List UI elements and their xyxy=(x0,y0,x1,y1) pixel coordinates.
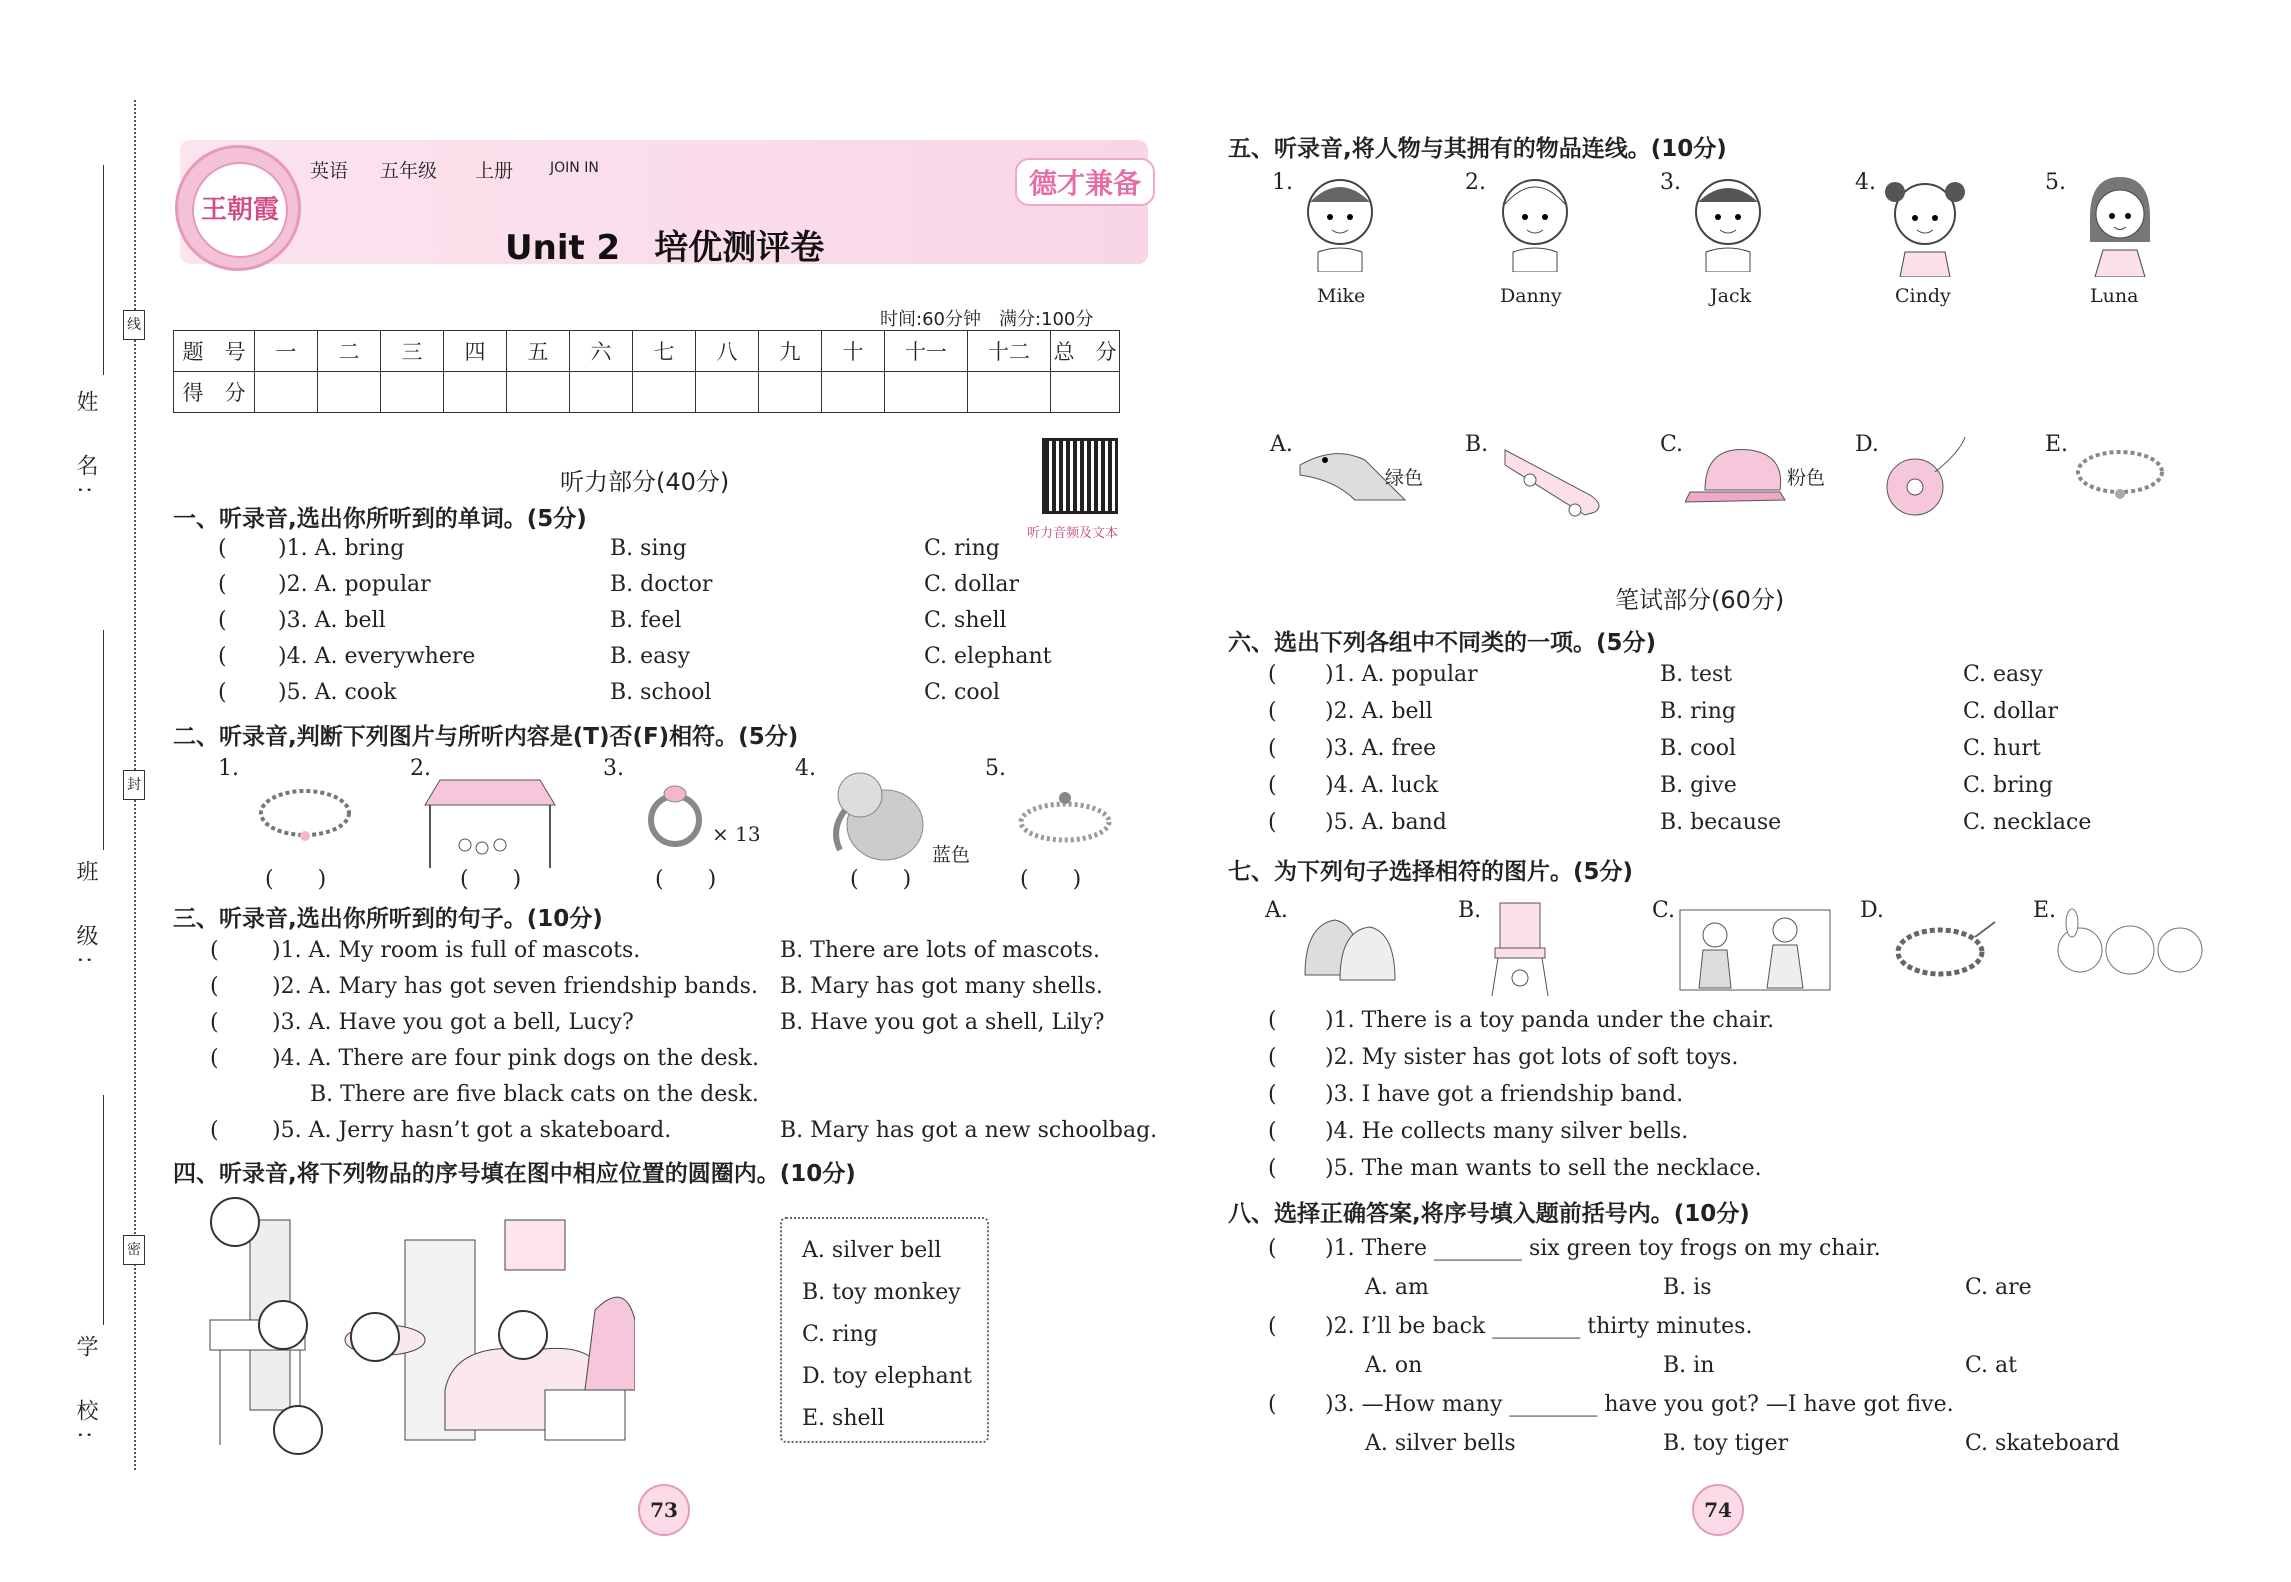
option-b: B. give xyxy=(1660,773,1737,798)
section6-title: 六、选出下列各组中不同类的一项。(5分) xyxy=(1228,630,1657,656)
answer-paren[interactable]: ( xyxy=(1268,1236,1277,1261)
answer-paren[interactable]: ( xyxy=(1268,1082,1277,1107)
name-label: 姓 名: xyxy=(73,390,98,504)
listening-title: 听力部分(40分) xyxy=(560,468,730,496)
boy-face-icon xyxy=(1300,172,1380,272)
answer-paren[interactable]: ( xyxy=(210,938,219,963)
tf-answer-box[interactable]: ( ) xyxy=(1020,867,1082,892)
option-b: B. feel xyxy=(610,608,682,633)
seal-label: 封 xyxy=(123,770,145,800)
answer-paren[interactable]: ( xyxy=(218,680,227,705)
answer-paren[interactable]: ( xyxy=(1268,699,1277,724)
option-c: C. cool xyxy=(924,680,1000,705)
answer-paren[interactable]: ( xyxy=(218,644,227,669)
chair-icon xyxy=(1480,898,1560,998)
class-underline xyxy=(103,630,104,850)
bracelet-icon xyxy=(255,778,355,848)
logo-text: 王朝霞 xyxy=(192,162,288,258)
list-item: )2. My sister has got lots of soft toys. xyxy=(1325,1045,1739,1070)
edition: JOIN IN xyxy=(550,160,599,176)
tf-answer-box[interactable]: ( ) xyxy=(265,867,327,892)
list-item: C. ring xyxy=(802,1322,878,1347)
picture-letter: B. xyxy=(1458,898,1482,923)
picture-number: 3. xyxy=(603,756,624,781)
option-b: B. in xyxy=(1663,1353,1715,1378)
subject: 英语 xyxy=(310,160,349,182)
option-b: B. There are five black cats on the desk. xyxy=(310,1082,759,1107)
list-item: )3. A. bell xyxy=(278,608,386,633)
list-item: )2. A. Mary has got seven friendship bands. xyxy=(272,974,758,999)
answer-paren[interactable]: ( xyxy=(218,572,227,597)
soft-toys-icon xyxy=(2050,905,2210,995)
picture-number: 5. xyxy=(985,756,1006,781)
list-item: B. toy monkey xyxy=(802,1280,961,1305)
picture-number: 1. xyxy=(218,756,239,781)
answer-circle[interactable] xyxy=(210,1197,260,1247)
class-label: 班 级: xyxy=(73,860,98,974)
name-underline xyxy=(103,165,104,375)
answer-circle[interactable] xyxy=(258,1300,308,1350)
brand-logo xyxy=(175,145,301,271)
option-b: B. ring xyxy=(1660,699,1736,724)
answer-paren[interactable]: ( xyxy=(1268,1119,1277,1144)
option-b: B. Mary has got a new schoolbag. xyxy=(780,1118,1158,1143)
picture-letter: C. xyxy=(1652,898,1676,923)
option-b: B. sing xyxy=(610,536,687,561)
section1-title: 一、听录音,选出你所听到的单词。(5分) xyxy=(173,506,587,532)
score-input[interactable] xyxy=(822,372,885,413)
school-underline xyxy=(103,1095,104,1325)
answer-paren[interactable]: ( xyxy=(1268,810,1277,835)
bracelet-icon xyxy=(2070,440,2170,510)
answer-circle[interactable] xyxy=(498,1310,548,1360)
person-name: Danny xyxy=(1500,285,1562,307)
section5-title: 五、听录音,将人物与其拥有的物品连线。(10分) xyxy=(1228,136,1727,162)
person-name: Jack xyxy=(1710,285,1752,307)
girl-face-icon xyxy=(2075,172,2165,277)
picture-letter: E. xyxy=(2033,898,2057,923)
person-name: Cindy xyxy=(1895,285,1951,307)
answer-circle[interactable] xyxy=(273,1405,323,1455)
list-item: )5. The man wants to sell the necklace. xyxy=(1325,1156,1762,1181)
school-label: 学 校: xyxy=(73,1335,98,1449)
volume: 上册 xyxy=(475,160,514,182)
picture-number: 2. xyxy=(410,756,431,781)
score-table xyxy=(173,330,1120,413)
section8-title: 八、选择正确答案,将序号填入题前括号内。(10分) xyxy=(1228,1201,1750,1227)
option-c: C. dollar xyxy=(924,572,1020,597)
answer-paren[interactable]: ( xyxy=(1268,1008,1277,1033)
list-item: )5. A. Jerry hasn’t got a skateboard. xyxy=(272,1118,672,1143)
option-a: A. silver bells xyxy=(1365,1431,1516,1456)
table-cell: 六 xyxy=(570,331,633,372)
answer-paren[interactable]: ( xyxy=(210,1118,219,1143)
list-item: A. silver bell xyxy=(802,1238,942,1263)
list-item: )2. A. popular xyxy=(278,572,431,597)
score-input[interactable] xyxy=(633,372,696,413)
time-info: 时间:60分钟 满分:100分 xyxy=(880,309,1094,330)
option-b: B. Mary has got many shells. xyxy=(780,974,1103,999)
grade: 五年级 xyxy=(380,160,438,182)
score-input[interactable] xyxy=(255,372,318,413)
table-cell: 一 xyxy=(255,331,318,372)
option-b: B. school xyxy=(610,680,712,705)
person-number: 5. xyxy=(2045,170,2066,195)
secret-label: 密 xyxy=(123,1235,145,1265)
option-c: C. hurt xyxy=(1963,736,2041,761)
color-green-label: 绿色 xyxy=(1385,467,1424,489)
bracelet-icon xyxy=(1890,912,2000,982)
section7-title: 七、为下列句子选择相符的图片。(5分) xyxy=(1228,859,1634,885)
list-item: )2. A. bell xyxy=(1325,699,1433,724)
color-pink-label: 粉色 xyxy=(1787,467,1826,489)
list-item: )2. I’ll be back ________ thirty minutes. xyxy=(1325,1314,1753,1339)
picture-number: 4. xyxy=(795,756,816,781)
person-name: Mike xyxy=(1317,285,1366,307)
answer-paren[interactable]: ( xyxy=(1268,1045,1277,1070)
object-letter: B. xyxy=(1465,432,1489,457)
answer-paren[interactable]: ( xyxy=(1268,662,1277,687)
answer-paren[interactable]: ( xyxy=(1268,1156,1277,1181)
option-b: B. There are lots of mascots. xyxy=(780,938,1100,963)
cap-icon xyxy=(1685,440,1795,510)
score-input[interactable] xyxy=(968,372,1051,413)
option-a: A. on xyxy=(1365,1353,1423,1378)
option-b: B. cool xyxy=(1660,736,1737,761)
section4-title: 四、听录音,将下列物品的序号填在图中相应位置的圆圈内。(10分) xyxy=(173,1161,856,1187)
answer-paren[interactable]: ( xyxy=(1268,1392,1277,1417)
table-cell: 总 分 xyxy=(1051,331,1120,372)
person-number: 4. xyxy=(1855,170,1876,195)
option-b: B. because xyxy=(1660,810,1782,835)
option-c: C. at xyxy=(1965,1353,2017,1378)
score-input[interactable] xyxy=(570,372,633,413)
ring-count: × 13 xyxy=(712,822,761,846)
boy-face-icon xyxy=(1688,172,1768,272)
tf-answer-box[interactable]: ( ) xyxy=(460,867,522,892)
score-input[interactable] xyxy=(759,372,822,413)
object-letter: E. xyxy=(2045,432,2069,457)
desk-icon xyxy=(420,770,560,870)
answer-paren[interactable]: ( xyxy=(210,1046,219,1071)
option-a: A. am xyxy=(1365,1275,1429,1300)
line-label: 线 xyxy=(123,310,145,340)
list-item: )5. A. band xyxy=(1325,810,1447,835)
score-input[interactable] xyxy=(381,372,444,413)
list-item: )1. There is a toy panda under the chair. xyxy=(1325,1008,1775,1033)
person-name: Luna xyxy=(2090,285,2139,307)
answer-paren[interactable]: ( xyxy=(210,974,219,999)
list-item: E. shell xyxy=(802,1406,885,1431)
page-title: Unit 2 培优测评卷 xyxy=(505,228,825,268)
picture-letter: A. xyxy=(1265,898,1288,923)
answer-paren[interactable]: ( xyxy=(218,608,227,633)
object-letter: A. xyxy=(1270,432,1293,457)
skateboard-icon xyxy=(1500,440,1610,520)
person-number: 2. xyxy=(1465,170,1486,195)
necklace-icon xyxy=(1015,780,1115,850)
table-cell: 五 xyxy=(507,331,570,372)
page-number-right: 74 xyxy=(1692,1484,1744,1536)
list-item: )4. He collects many silver bells. xyxy=(1325,1119,1689,1144)
girl-face-icon xyxy=(1880,172,1970,277)
option-c: C. necklace xyxy=(1963,810,2092,835)
list-item: )4. A. There are four pink dogs on the desk. xyxy=(272,1046,759,1071)
option-b: B. Have you got a shell, Lily? xyxy=(780,1010,1105,1035)
list-item: )3. A. Have you got a bell, Lucy? xyxy=(272,1010,634,1035)
elephant-icon xyxy=(825,760,935,870)
score-input[interactable] xyxy=(885,372,968,413)
bells-icon xyxy=(1290,905,1400,990)
qr-caption: 听力音频及文本 xyxy=(1027,526,1119,541)
table-cell: 七 xyxy=(633,331,696,372)
table-cell: 二 xyxy=(318,331,381,372)
boy-face-icon xyxy=(1495,172,1575,272)
badge: 德才兼备 xyxy=(1015,158,1155,206)
shop-scene-icon xyxy=(1675,890,1835,995)
list-item: )3. —How many ________ have you got? —I have got five. xyxy=(1325,1392,1954,1417)
object-letter: C. xyxy=(1660,432,1684,457)
score-input[interactable] xyxy=(507,372,570,413)
writing-title: 笔试部分(60分) xyxy=(1615,586,1785,614)
score-input[interactable] xyxy=(1051,372,1120,413)
list-item: )3. A. free xyxy=(1325,736,1437,761)
list-item: D. toy elephant xyxy=(802,1364,972,1389)
table-cell: 九 xyxy=(759,331,822,372)
score-input[interactable] xyxy=(696,372,759,413)
answer-paren[interactable]: ( xyxy=(1268,736,1277,761)
list-item: )3. I have got a friendship band. xyxy=(1325,1082,1684,1107)
option-c: C. ring xyxy=(924,536,1000,561)
list-item: )1. A. bring xyxy=(278,536,405,561)
score-value-row xyxy=(174,372,1120,413)
option-c: C. easy xyxy=(1963,662,2043,687)
person-number: 1. xyxy=(1272,170,1293,195)
score-header-row xyxy=(174,331,1120,372)
list-item: )4. A. everywhere xyxy=(278,644,476,669)
page-number-left: 73 xyxy=(638,1484,690,1536)
option-c: C. dollar xyxy=(1963,699,2059,724)
option-b: B. test xyxy=(1660,662,1733,687)
color-blue-label: 蓝色 xyxy=(932,844,971,866)
list-item: )1. A. My room is full of mascots. xyxy=(272,938,641,963)
qr-code-icon[interactable] xyxy=(1042,438,1118,514)
list-item: )5. A. cook xyxy=(278,680,397,705)
table-cell: 十二 xyxy=(968,331,1051,372)
table-cell: 题 号 xyxy=(174,331,255,372)
answer-paren[interactable]: ( xyxy=(210,1010,219,1035)
yoyo-icon xyxy=(1880,432,1980,522)
table-cell: 得 分 xyxy=(174,372,255,413)
answer-paren[interactable]: ( xyxy=(1268,1314,1277,1339)
option-c: C. elephant xyxy=(924,644,1052,669)
option-c: C. shell xyxy=(924,608,1007,633)
option-b: B. is xyxy=(1663,1275,1712,1300)
option-c: C. are xyxy=(1965,1275,2032,1300)
option-c: C. skateboard xyxy=(1965,1431,2120,1456)
list-item: )1. There ________ six green toy frogs on my chair. xyxy=(1325,1236,1881,1261)
option-c: C. bring xyxy=(1963,773,2053,798)
section2-title: 二、听录音,判断下列图片与所听内容是(T)否(F)相符。(5分) xyxy=(173,724,799,750)
list-item: )1. A. popular xyxy=(1325,662,1478,687)
picture-letter: D. xyxy=(1860,898,1884,923)
answer-paren[interactable]: ( xyxy=(1268,773,1277,798)
table-cell: 八 xyxy=(696,331,759,372)
answer-circle[interactable] xyxy=(350,1312,400,1362)
option-b: B. easy xyxy=(610,644,691,669)
object-letter: D. xyxy=(1855,432,1879,457)
answer-paren[interactable]: ( xyxy=(218,536,227,561)
score-input[interactable] xyxy=(318,372,381,413)
score-input[interactable] xyxy=(444,372,507,413)
tf-answer-box[interactable]: ( ) xyxy=(850,867,912,892)
table-cell: 四 xyxy=(444,331,507,372)
option-b: B. doctor xyxy=(610,572,713,597)
tf-answer-box[interactable]: ( ) xyxy=(655,867,717,892)
person-number: 3. xyxy=(1660,170,1681,195)
table-cell: 十一 xyxy=(885,331,968,372)
section3-title: 三、听录音,选出你所听到的句子。(10分) xyxy=(173,906,603,932)
table-cell: 十 xyxy=(822,331,885,372)
option-b: B. toy tiger xyxy=(1663,1431,1789,1456)
ring-icon xyxy=(640,780,710,850)
table-cell: 三 xyxy=(381,331,444,372)
list-item: )4. A. luck xyxy=(1325,773,1439,798)
